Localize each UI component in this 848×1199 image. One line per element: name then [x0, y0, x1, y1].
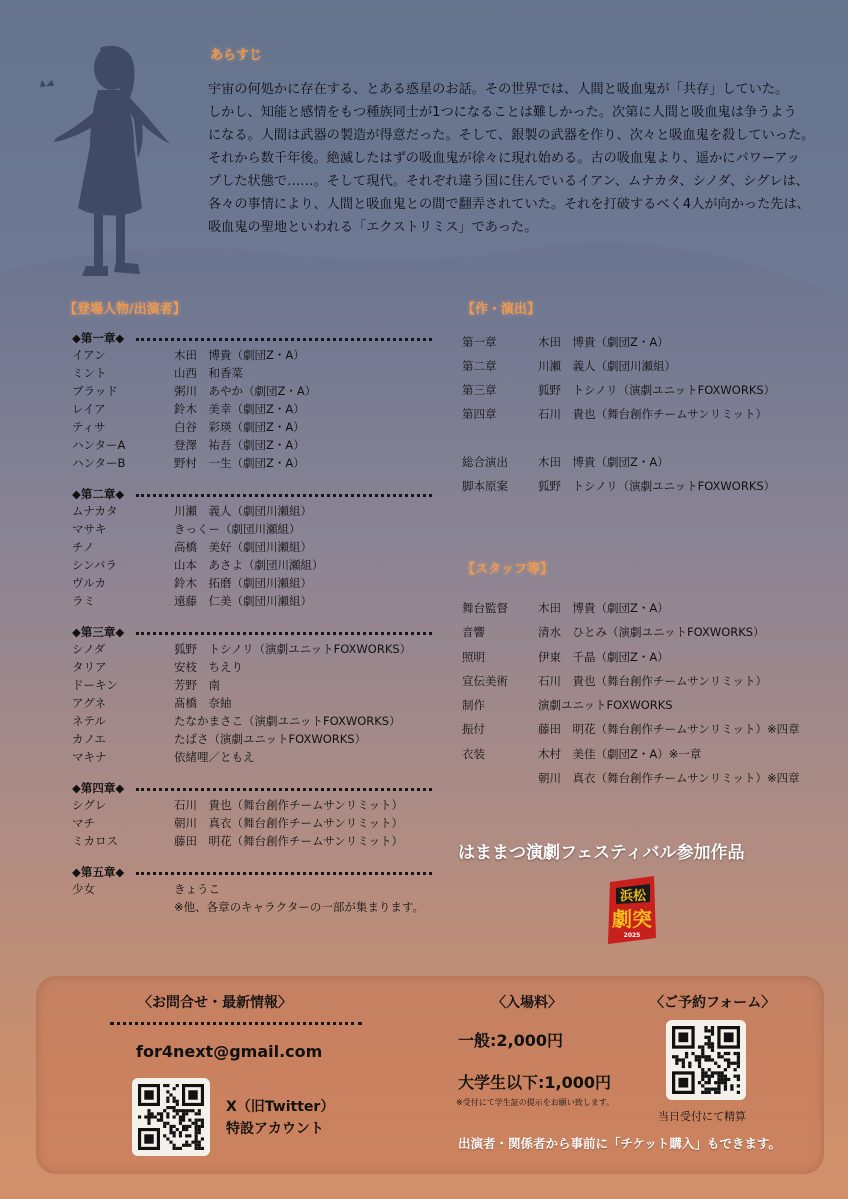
- dotted-divider: [136, 338, 432, 341]
- cast-actor: たなかまさこ（演劇ユニットFOXWORKS）: [174, 714, 401, 728]
- staff-role: 宣伝美術: [462, 673, 508, 688]
- cast-row: [72, 694, 452, 712]
- cast-row: [72, 418, 452, 436]
- cast-role: レイア: [72, 402, 106, 416]
- cast-actor: 粥川 あやか（劇団Z・A）: [174, 384, 317, 398]
- cast-row: [72, 712, 452, 730]
- credits-title: 【作・演出】: [462, 302, 541, 317]
- synopsis-text: [208, 78, 828, 239]
- cast-chapter: [72, 330, 452, 472]
- credit-row: [462, 402, 775, 426]
- cast-chapter: [72, 864, 452, 916]
- cast-role: タリア: [72, 660, 107, 674]
- cast-list: [72, 330, 452, 930]
- cast-role: マチ: [72, 816, 95, 830]
- cast-role: マサキ: [72, 522, 107, 536]
- credit-row: [462, 330, 775, 354]
- fee-title: 〈入場料〉: [492, 995, 562, 1011]
- credit-role: 総合演出: [462, 455, 508, 469]
- cast-note: ※他、各章のキャラクターの一部が集まります。: [174, 900, 424, 914]
- staff-row: [462, 742, 800, 766]
- staff-row: [462, 669, 800, 693]
- credit-name: 石川 貴也（舞台創作チームサンリミット）: [538, 407, 767, 421]
- staff-list: [462, 596, 800, 790]
- cast-actor: 野村 一生（劇団Z・A）: [174, 456, 305, 470]
- cast-role: ムナカタ: [72, 504, 118, 518]
- chapter-heading: [72, 330, 452, 346]
- festival-text: はままつ演劇フェスティバル参加作品: [458, 843, 745, 863]
- credit-row: [462, 474, 775, 498]
- cast-row: [72, 814, 452, 832]
- cast-row: [72, 454, 452, 472]
- dotted-divider: [136, 494, 432, 497]
- staff-name: 木田 博貴（劇団Z・A）: [538, 601, 669, 615]
- x-account-qr-code[interactable]: [132, 1078, 210, 1156]
- credit-role: 脚本原案: [462, 479, 508, 493]
- staff-role: 振付: [462, 722, 485, 737]
- cast-actor: 川瀬 義人（劇団川瀬組）: [174, 504, 312, 518]
- cast-actor: きっくー（劇団川瀬組）: [174, 522, 301, 536]
- cast-role: ヴルカ: [72, 576, 107, 590]
- girl-silhouette-image: [38, 40, 178, 292]
- cast-chapter: [72, 486, 452, 610]
- cast-role: カノエ: [72, 732, 106, 746]
- cast-row: [72, 382, 452, 400]
- staff-role: 音響: [462, 625, 485, 640]
- cast-actor: 高橋 美好（劇団川瀬組）: [174, 540, 312, 554]
- cast-actor: 朝川 真衣（舞台創作チームサンリミット）: [174, 816, 403, 830]
- staff-name: 演劇ユニットFOXWORKS: [538, 698, 673, 713]
- staff-name: 藤田 明花（舞台創作チームサンリミット）※四章: [538, 722, 800, 737]
- x-account-label-line2: 特設アカウント: [226, 1121, 324, 1137]
- staff-role: [462, 766, 538, 790]
- cast-row: [72, 796, 452, 814]
- x-account-label-line1: X（旧Twitter）: [226, 1099, 335, 1115]
- cast-role: ティサ: [72, 420, 106, 434]
- cast-role: ラミ: [72, 594, 95, 608]
- synopsis-line: 宇宙の何処かに存在する、とある惑星のお話。その世界では、人間と吸血鬼が「共存」していた。: [208, 82, 789, 97]
- credit-role: 第四章: [462, 407, 497, 421]
- cast-role: ハンターA: [72, 438, 126, 452]
- staff-role: 照明: [462, 649, 485, 664]
- fee-note: ※受付にて学生証の提示をお願い致します。: [456, 1098, 615, 1107]
- chapter-name: ◆第五章◆: [72, 865, 125, 879]
- cast-row: [72, 436, 452, 454]
- credit-name: 木田 博貴（劇団Z・A）: [538, 335, 669, 349]
- staff-row: [462, 766, 800, 790]
- contact-title: 〈お問合せ・最新情報〉: [138, 995, 292, 1011]
- cast-actor: たばさ（演劇ユニットFOXWORKS）: [174, 732, 367, 746]
- cast-role: ドーキン: [72, 678, 118, 692]
- fee-student: 大学生以下:1,000円: [458, 1073, 612, 1092]
- svg-text:劇突: 劇突: [612, 907, 652, 931]
- chapter-heading: [72, 624, 452, 640]
- ticket-note: 出演者・関係者から事前に「チケット購入」もできます。: [458, 1136, 781, 1151]
- fee-general: 一般:2,000円: [458, 1031, 564, 1050]
- dotted-divider: [136, 632, 432, 635]
- credit-row: [462, 378, 775, 402]
- cast-role: アグネ: [72, 696, 107, 710]
- cast-role: イアン: [72, 348, 106, 362]
- cast-role: シノダ: [72, 642, 106, 656]
- cast-row: [72, 520, 452, 538]
- chapter-heading: [72, 780, 452, 796]
- cast-actor: 鈴木 美幸（劇団Z・A）: [174, 402, 305, 416]
- dotted-divider: [136, 788, 432, 791]
- cast-role: ネテル: [72, 714, 106, 728]
- credit-name: 狐野 トシノリ（演劇ユニットFOXWORKS）: [538, 383, 776, 397]
- cast-actor: 山本 あさよ（劇団川瀬組）: [174, 558, 324, 572]
- credit-name: 川瀬 義人（劇団川瀬組）: [538, 359, 676, 373]
- chapter-name: ◆第二章◆: [72, 487, 125, 501]
- cast-title: 【登場人物/出演者】: [64, 302, 186, 317]
- cast-role: ブラッド: [72, 384, 118, 398]
- staff-name: 伊東 千晶（劇団Z・A）: [538, 649, 669, 664]
- cast-row: [72, 364, 452, 382]
- staff-name: 清水 ひとみ（演劇ユニットFOXWORKS）: [538, 625, 765, 640]
- cast-row: [72, 676, 452, 694]
- cast-actor: 遠藤 仁美（劇団川瀬組）: [174, 594, 312, 608]
- cast-row: [72, 538, 452, 556]
- credit-row: [462, 450, 775, 474]
- staff-title: 【スタッフ等】: [462, 562, 554, 577]
- cast-row: [72, 400, 452, 418]
- cast-actor: きょうこ: [174, 882, 220, 896]
- synopsis-line: 各々の事情により、人間と吸血鬼との間で翻弄されていた。それを打破するべく4人が向かった先は、: [208, 197, 810, 212]
- cast-actor: 藤田 明花（舞台創作チームサンリミット）: [174, 834, 403, 848]
- hamamatsu-gekitotsu-logo: [606, 874, 658, 946]
- cast-role: シグレ: [72, 798, 107, 812]
- chapter-heading: [72, 864, 452, 880]
- cast-row: [72, 556, 452, 574]
- cast-role: ミカロス: [72, 834, 118, 848]
- staff-row: [462, 620, 800, 644]
- cast-actor: 木田 博貴（劇団Z・A）: [174, 348, 305, 362]
- staff-row: [462, 693, 800, 717]
- cast-row: [72, 592, 452, 610]
- reservation-title: 〈ご予約フォーム〉: [650, 995, 776, 1011]
- x-account-label: [226, 1096, 334, 1140]
- cast-row: [72, 640, 452, 658]
- staff-row: [462, 645, 800, 669]
- cast-actor: 登澤 祐吾（劇団Z・A）: [174, 438, 305, 452]
- credit-role: 第二章: [462, 359, 497, 373]
- synopsis-line: しかし、知能と感情をもつ種族同士が1つになることは難しかった。次第に人間と吸血鬼は争うよう: [208, 105, 797, 120]
- cast-role: チノ: [72, 540, 95, 554]
- chapter-name: ◆第四章◆: [72, 781, 125, 795]
- cast-actor: 安枝 ちえり: [174, 660, 243, 674]
- cast-role: ミント: [72, 366, 107, 380]
- staff-name: 朝川 真衣（舞台創作チームサンリミット）※四章: [538, 771, 800, 786]
- synopsis-title: あらすじ: [210, 48, 263, 63]
- synopsis-line: それから数千年後。絶滅したはずの吸血鬼が徐々に現れ始める。古の吸血鬼より、遥かにパワーアッ: [208, 151, 800, 166]
- synopsis-line: プした状態で……。そして現代。それぞれ違う国に住んでいるイアン、ムナカタ、シノダ、シグレは、: [208, 174, 809, 189]
- chapter-name: ◆第一章◆: [72, 331, 125, 345]
- chapter-name: ◆第三章◆: [72, 625, 125, 639]
- cast-row: [72, 880, 452, 898]
- credit-role: 第一章: [462, 335, 497, 349]
- cast-role: マキナ: [72, 750, 107, 764]
- cast-row: [72, 502, 452, 520]
- cast-actor: 芳野 南: [174, 678, 220, 692]
- cast-role: シンバラ: [72, 558, 117, 572]
- cast-role: 少女: [72, 882, 95, 896]
- credit-role: 第三章: [462, 383, 497, 397]
- cast-actor: 依緒哩／ともえ: [174, 750, 255, 764]
- cast-actor: 狐野 トシノリ（演劇ユニットFOXWORKS）: [174, 642, 412, 656]
- staff-role: 舞台監督: [462, 601, 508, 615]
- cast-actor: 鈴木 拓磨（劇団川瀬組）: [174, 576, 312, 590]
- cast-row: [72, 346, 452, 364]
- cast-row: [72, 730, 452, 748]
- staff-role: 制作: [462, 698, 485, 713]
- credits-list: [462, 330, 775, 498]
- cast-chapter: [72, 624, 452, 766]
- dotted-divider: [110, 1022, 362, 1025]
- reservation-qr-code[interactable]: [666, 1020, 746, 1100]
- cast-row: [72, 658, 452, 676]
- svg-text:2025: 2025: [623, 932, 641, 939]
- contact-email[interactable]: for4next@gmail.com: [136, 1042, 323, 1061]
- credit-name: 木田 博貴（劇団Z・A）: [538, 455, 669, 469]
- staff-name: 石川 貴也（舞台創作チームサンリミット）: [538, 673, 767, 688]
- staff-name: 木村 美佳（劇団Z・A）※一章: [538, 746, 702, 761]
- synopsis-line: になる。人間は武器の製造が得意だった。そして、銀製の武器を作り、次々と吸血鬼を殺していった。: [208, 128, 815, 143]
- dotted-divider: [136, 872, 432, 875]
- synopsis-line: 吸血鬼の聖地といわれる「エクストリミス」であった。: [208, 220, 538, 235]
- reservation-note: 当日受付にて精算: [658, 1110, 746, 1123]
- cast-row: [72, 574, 452, 592]
- chapter-heading: [72, 486, 452, 502]
- cast-row: [72, 748, 452, 766]
- credit-row: [462, 354, 775, 378]
- cast-actor: 山西 和香菜: [174, 366, 243, 380]
- cast-actor: 白谷 彩瑛（劇団Z・A）: [174, 420, 305, 434]
- cast-row: [72, 832, 452, 850]
- cast-chapter: [72, 780, 452, 850]
- cast-role: ハンターB: [72, 456, 126, 470]
- staff-row: [462, 717, 800, 741]
- butterfly-icon: [40, 80, 54, 87]
- svg-text:浜松: 浜松: [619, 889, 647, 904]
- cast-actor: 石川 貴也（舞台創作チームサンリミット）: [174, 798, 403, 812]
- staff-row: [462, 596, 800, 620]
- spacer: [462, 426, 775, 450]
- staff-role: 衣装: [462, 746, 485, 761]
- credit-name: 狐野 トシノリ（演劇ユニットFOXWORKS）: [538, 479, 776, 493]
- cast-actor: 髙橋 奈紬: [174, 696, 232, 710]
